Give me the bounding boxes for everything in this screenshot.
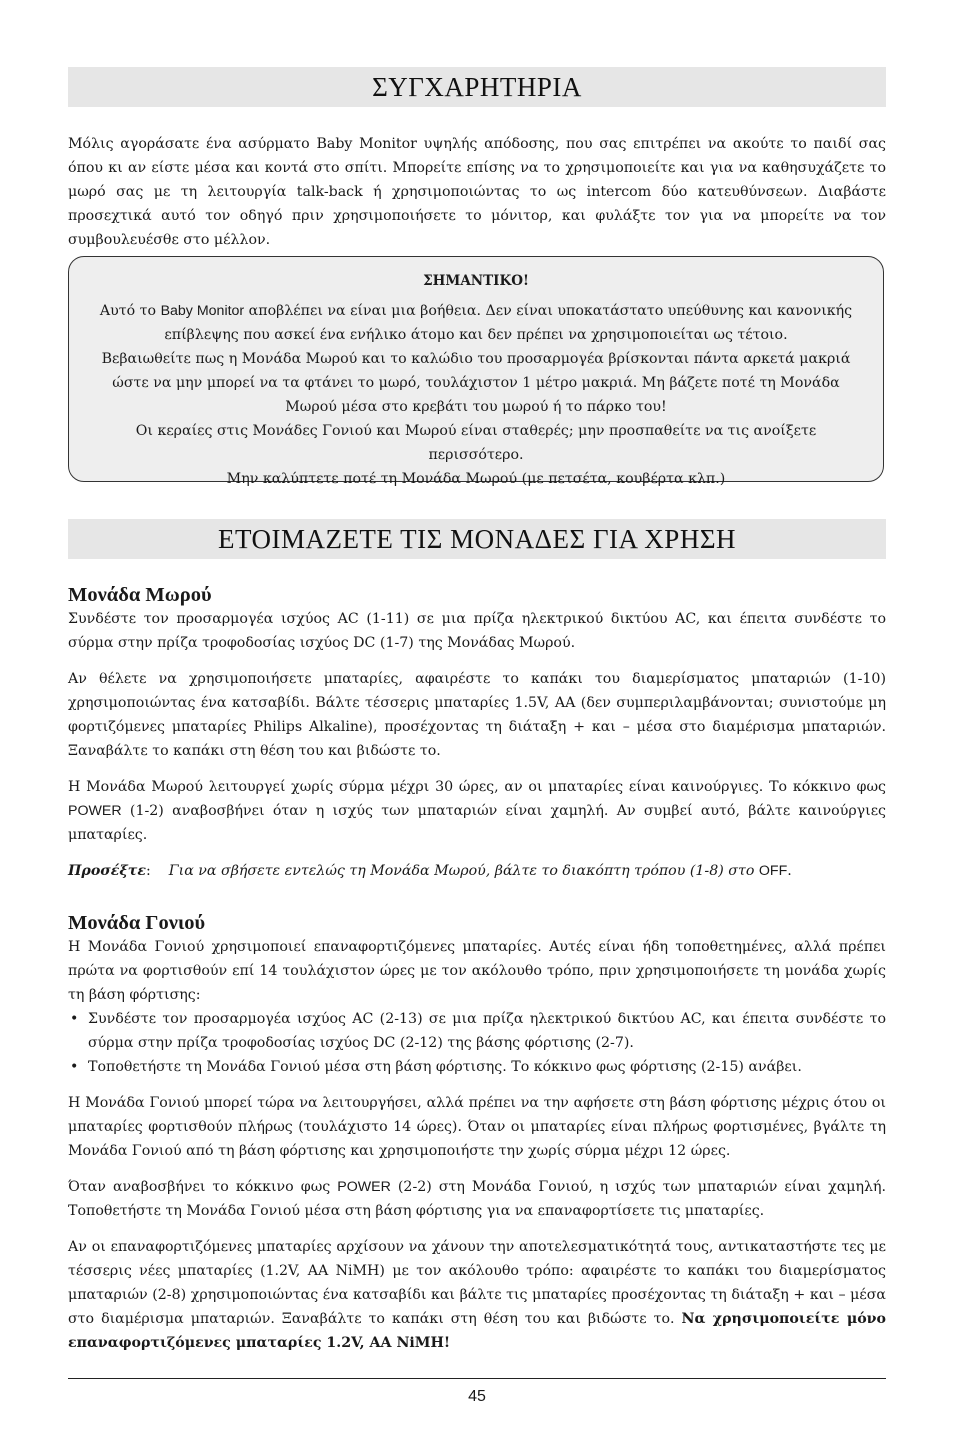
important-line-3: Οι κεραίες στις Μονάδες Γονιού και Μωρού είναι σταθερές; μην προσπαθείτε να τις ανοίξετε περισσότερο. <box>135 423 817 463</box>
off-label: OFF <box>758 863 788 879</box>
baby-unit-paragraph-1: Συνδέστε τον προσαρμογέα ισχύος AC (1-11) σε μια πρίζα ηλεκτρικού δικτύου AC, και έπειτα συνδέστε το σύρμα στην πρίζα τροφοδοσίας ισχύος DC (1-7) της Μονάδας Μωρού. <box>68 611 886 651</box>
important-line-4: Μην καλύπτετε ποτέ τη Μονάδα Μωρού (με πετσέτα, κουβέρτα κλπ.) <box>226 471 726 487</box>
baby-unit-note: Προσέξτε: Για να σβήσετε εντελώς τη Μονάδα Μωρού, βάλτε το διακόπτη τρόπου (1-8) στο OFF. <box>68 863 792 879</box>
parent-unit-paragraph-3: Όταν αναβοσβήνει το κόκκινο φως POWER (2-2) στη Μονάδα Γονιού, η ισχύς των μπαταριών είναι χαμηλή. Τοποθετήστε τη Μονάδα Γονιού μέσα στη βάση φόρτισης για να επαναφορτίσετε τις μπαταρίες. <box>68 1179 886 1219</box>
important-line-2: Βεβαιωθείτε πως η Μονάδα Μωρού και το καλώδιο του προσαρμογέα βρίσκονται πάντα αρκετά μακριά ώστε να μην μπορεί να τα φτάνει το μωρό, τουλάχιστον 1 μέτρο μακριά. Μη βάζετε ποτέ τη Μονάδα Μωρού μέσα στο κρεβάτι του μωρού ή το πάρκο του! <box>101 351 851 415</box>
warning-text: Να χρησιμοποιείτε μόνο επαναφορτιζόμενες μπαταρίες 1.2V, AA NiMH! <box>68 1311 886 1351</box>
brand-name: Baby Monitor <box>160 303 245 319</box>
intro-paragraph: Μόλις αγοράσατε ένα ασύρματο Baby Monitor υψηλής απόδοσης, που σας επιτρέπει να ακούτε το παιδί σας όπου κι αν είστε μέσα και κοντά στο σπίτι. Μπορείτε επίσης να το χρησιμοποιείτε και για να καθησυχάζετε το μωρό σας με τη λειτουργία talk-back ή χρησιμοποιώντας το ως intercom δύο κατευθύνσεων. Διαβάστε προσεχτικά αυτό τον οδηγό πριν χρησιμοποιήσετε το μόνιτορ, και φυλάξτε τον για να μπορείτε να τον συμβουλευέσθε στο μέλλον. <box>68 136 886 248</box>
list-item: • Συνδέστε τον προσαρμογέα ισχύος AC (2-13) σε μια πρίζα ηλεκτρικού δικτύου AC, και έπειτα συνδέστε το σύρμα στην πρίζα τροφοδοσίας ισχύος DC (2-12) της βάσης φόρτισης (2-7). <box>68 1007 886 1055</box>
congrats-heading: ΣΥΓΧΑΡΗΤΗΡΙΑ <box>68 67 886 107</box>
parent-unit-paragraph-2: Η Μονάδα Γονιού μπορεί τώρα να λειτουργήσει, αλλά πρέπει να την αφήσετε στη βάση φόρτισης μέχρις ότου οι μπαταρίες φορτισθούν πλήρως (τουλάχιστο 14 ώρες). Όταν οι μπαταρίες είναι πλήρως φορτισμένες, βγάλτε τη Μονάδα Γονιού από τη βάση φόρτισης και χρησιμοποιήστε την χωρίς σύρμα μέχρι 12 ώρες. <box>68 1095 886 1159</box>
power-label: POWER <box>337 1179 391 1195</box>
footer-divider <box>68 1378 886 1379</box>
prepare-heading: ΕΤΟΙΜΑΖΕΤΕ ΤΙΣ ΜΟΝΑΔΕΣ ΓΙΑ ΧΡΗΣΗ <box>68 519 886 559</box>
parent-unit-bullet-list <box>68 1007 886 1079</box>
page-number: 45 <box>468 1388 486 1405</box>
important-notice-box <box>68 256 884 487</box>
baby-unit-section <box>68 584 886 883</box>
baby-unit-paragraph-3: Η Μονάδα Μωρού λειτουργεί χωρίς σύρμα μέχρι 30 ώρες, αν οι μπαταρίες είναι καινούργιες. Το κόκκινο φως POWER (1-2) αναβοσβήνει όταν η ισχύς των μπαταριών είναι χαμηλή. Αν συμβεί αυτό, βάλτε καινούργιες μπαταρίες. <box>68 779 886 843</box>
important-line-1: Αυτό το Baby Monitor αποβλέπει να είναι μια βοήθεια. Δεν είναι υποκατάστατο υπεύθυνης και κανονικής επίβλεψης που ασκεί ένα ενήλικο άτομο και δεν πρέπει να χρησιμοποιείται ως τέτοιο. <box>99 303 853 343</box>
power-label: POWER <box>68 803 122 819</box>
baby-unit-paragraph-2: Αν θέλετε να χρησιμοποιήσετε μπαταρίες, αφαιρέστε το καπάκι του διαμερίσματος μπαταριών (1-10) χρησιμοποιώντας ένα κατσαβίδι. Βάλτε τέσσερις μπαταρίες 1.5V, AA (δεν συμπεριλαμβάνονται; συνιστούμε μη φορτιζόμενες μπαταρίες Philips Alkaline), προσέχοντας τη διάταξη + και – μέσα στο διαμέρισμα μπαταριών. Ξαναβάλτε το καπάκι στη θέση του και βιδώστε το. <box>68 671 886 759</box>
bullet-icon: • <box>70 1059 79 1075</box>
note-label: Προσέξτε <box>68 863 146 879</box>
list-item: • Τοποθετήστε τη Μονάδα Γονιού μέσα στη βάση φόρτισης. Το κόκκινο φως φόρτισης (2-15) ανάβει. <box>68 1055 886 1079</box>
parent-unit-paragraph-4: Αν οι επαναφορτιζόμενες μπαταρίες αρχίσουν να χάνουν την αποτελεσματικότητά τους, αντικαταστήστε τες με τέσσερις νέες μπαταρίες (1.2V, AA NiMH) με τον ακόλουθο τρόπο: αφαιρέστε το καπάκι του διαμερίσματος μπαταριών (2-8) χρησιμοποιώντας ένα κατσαβίδι και βάλτε τις μπαταρίες προσέχοντας τη διάταξη + και – μέσα στο διαμέρισμα μπαταριών. Ξαναβάλτε το καπάκι στη θέση του και βιδώστε το. Να χρησιμοποιείτε μόνο επαναφορτιζόμενες μπαταρίες 1.2V, AA NiMH! <box>68 1239 886 1351</box>
parent-unit-section <box>68 912 886 1367</box>
parent-unit-paragraph-1: Η Μονάδα Γονιού χρησιμοποιεί επαναφορτιζόμενες μπαταρίες. Αυτές είναι ήδη τοποθετημένες, αλλά πρέπει πρώτα να φορτισθούν επί 14 τουλάχιστον ώρες με τον ακόλουθο τρόπο, πριν χρησιμοποιήσετε τη μονάδα χωρίς τη βάση φόρτισης: <box>68 939 886 1003</box>
bullet-icon: • <box>70 1011 79 1027</box>
parent-unit-title: Μονάδα Γονιού <box>68 912 206 934</box>
important-title: ΣΗΜΑΝΤΙΚΟ! <box>423 273 529 289</box>
baby-unit-title: Μονάδα Μωρού <box>68 584 212 606</box>
